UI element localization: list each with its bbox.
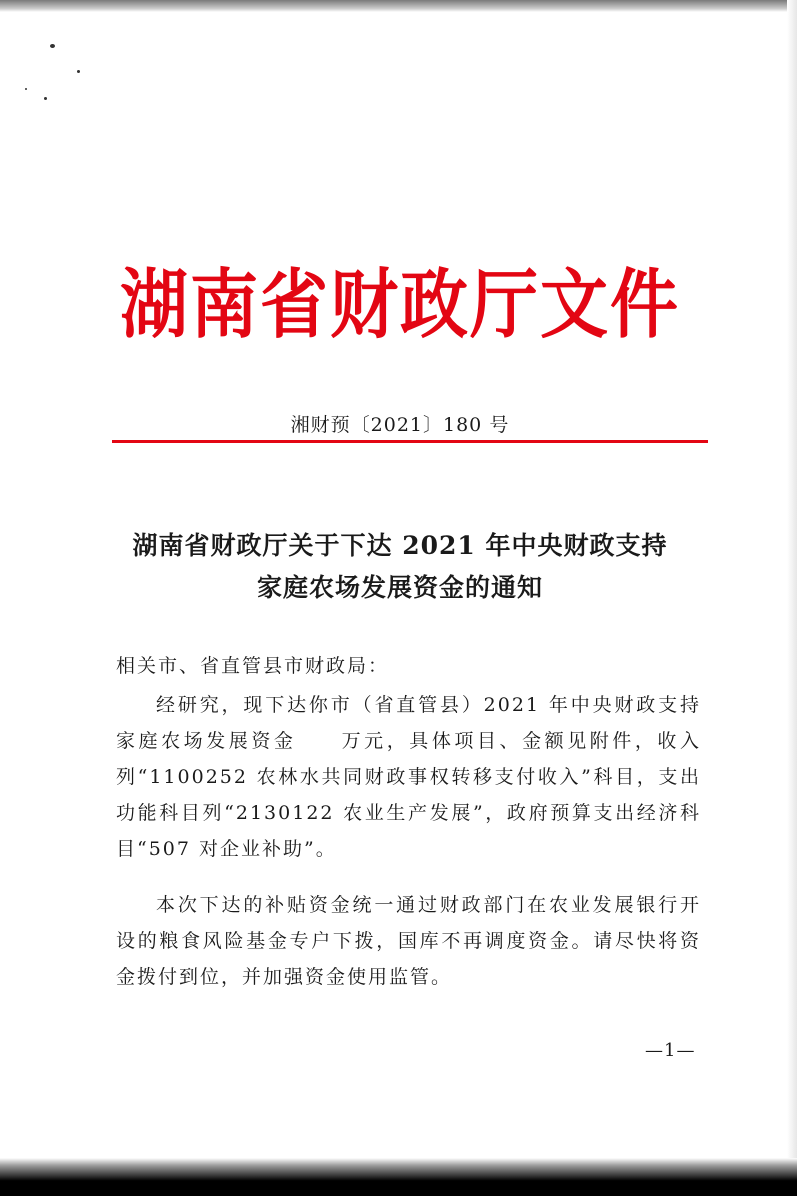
document-title xyxy=(90,525,710,609)
scan-right-edge xyxy=(787,0,797,1196)
issuer-title: 湖南省财政厅文件 xyxy=(119,261,680,349)
paragraph-2: 本次下达的补贴资金统一通过财政部门在农业发展银行开设的粮食风险基金专户下拨，国库不再调度资金。请尽快将资金拨付到位，并加强资金使用监管。 xyxy=(116,894,701,988)
title-line-2: 家庭农场发展资金的通知 xyxy=(256,573,543,602)
scan-speck xyxy=(44,97,47,100)
paragraph-1: 经研究，现下达你市（省直管县）2021 年中央财政支持家庭农场发展资金 万元，具体项目、金额见附件，收入列“1100252 农林水共同财政事权转移支付收入”科目，支出功能科目列“2130122 农业生产发展”，政府预算支出经济科目“507 对企业补助”。 xyxy=(116,694,701,860)
scan-speck xyxy=(50,44,55,48)
title-line-1: 湖南省财政厅关于下达 2021 年中央财政支持 xyxy=(132,531,668,560)
salutation: 相关市、省直管县市财政局： xyxy=(116,655,390,677)
red-divider xyxy=(112,440,708,443)
scan-top-edge xyxy=(0,0,797,12)
scan-speck xyxy=(77,70,80,73)
scan-bottom-edge xyxy=(0,1158,797,1196)
page-number: —1— xyxy=(645,1040,696,1061)
document-number: 湘财预〔2021〕180 号 xyxy=(290,414,510,436)
scan-speck xyxy=(25,88,27,90)
